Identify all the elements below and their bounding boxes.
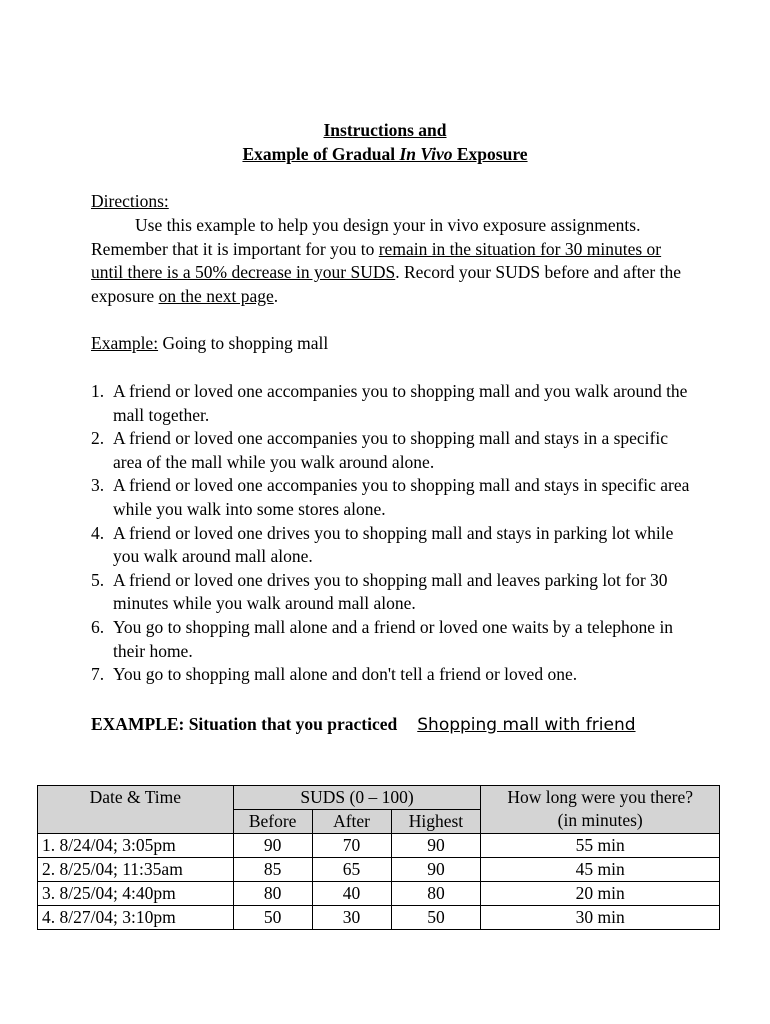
exposure-log-table bbox=[37, 785, 720, 930]
list-item bbox=[91, 522, 701, 569]
cell-duration: 55 min bbox=[481, 834, 720, 858]
cell-before: 50 bbox=[233, 906, 312, 930]
list-item-text: A friend or loved one accompanies you to shopping mall and you walk around the mall together. bbox=[113, 381, 688, 425]
table-row bbox=[38, 882, 720, 906]
cell-duration: 45 min bbox=[481, 858, 720, 882]
title-line-1-text: Instructions and bbox=[323, 120, 447, 140]
title-line-2 bbox=[0, 143, 770, 167]
cell-duration: 30 min bbox=[481, 906, 720, 930]
list-item-text: You go to shopping mall alone and don't tell a friend or loved one. bbox=[113, 664, 578, 685]
practiced-label: EXAMPLE: Situation that you practiced bbox=[91, 714, 398, 734]
table-header-row bbox=[38, 786, 720, 810]
list-item bbox=[91, 474, 701, 521]
list-item-number: 5. bbox=[91, 569, 105, 590]
cell-date: 2. 8/25/04; 11:35am bbox=[38, 858, 234, 882]
cell-date: 3. 8/25/04; 4:40pm bbox=[38, 882, 234, 906]
cell-after: 70 bbox=[312, 834, 391, 858]
directions-label-text: Directions: bbox=[91, 191, 169, 211]
directions-label bbox=[91, 190, 691, 214]
list-item-text: A friend or loved one drives you to shopping mall and stays in parking lot while you walk around mall alone. bbox=[113, 522, 674, 567]
header-after: After bbox=[312, 810, 391, 834]
list-item-number: 6. bbox=[91, 616, 105, 637]
list-item bbox=[91, 616, 701, 663]
cell-date: 1. 8/24/04; 3:05pm bbox=[38, 834, 234, 858]
list-item-number: 2. bbox=[91, 428, 105, 449]
list-item bbox=[91, 427, 701, 474]
cell-before: 80 bbox=[233, 882, 312, 906]
list-item-text: A friend or loved one accompanies you to shopping mall and stays in a specific area of the mall while you walk around alone. bbox=[113, 428, 669, 472]
title-line-1 bbox=[0, 119, 770, 143]
list-item-number: 3. bbox=[91, 475, 105, 496]
cell-highest: 90 bbox=[391, 858, 481, 882]
list-item-text: You go to shopping mall alone and a friend or loved one waits by a telephone in their home. bbox=[113, 616, 674, 661]
example-text: Going to shopping mall bbox=[158, 333, 329, 353]
example-label: Example: bbox=[91, 333, 159, 353]
list-item bbox=[91, 663, 701, 687]
directions-paragraph bbox=[91, 214, 691, 308]
exposure-steps-list bbox=[91, 380, 701, 687]
cell-after: 65 bbox=[312, 858, 391, 882]
cell-after: 40 bbox=[312, 882, 391, 906]
header-duration bbox=[481, 786, 720, 834]
header-date-time: Date & Time bbox=[38, 786, 234, 834]
cell-duration: 20 min bbox=[481, 882, 720, 906]
practiced-situation bbox=[91, 713, 731, 738]
table-row bbox=[38, 834, 720, 858]
cell-date: 4. 8/27/04; 3:10pm bbox=[38, 906, 234, 930]
cell-highest: 80 bbox=[391, 882, 481, 906]
title-italic: In Vivo bbox=[399, 144, 453, 164]
cell-highest: 90 bbox=[391, 834, 481, 858]
directions-text-1: Use this example to help you design your in vivo exposure assignments. Remember that it is important for you to bbox=[91, 215, 641, 259]
practiced-answer: Shopping mall with friend bbox=[417, 715, 636, 735]
cell-before: 90 bbox=[233, 834, 312, 858]
title-prefix: Example of Gradual bbox=[242, 144, 400, 164]
cell-after: 30 bbox=[312, 906, 391, 930]
table-row bbox=[38, 906, 720, 930]
header-highest: Highest bbox=[391, 810, 481, 834]
title-line-2-text bbox=[242, 144, 527, 164]
directions-emphasis-2: on the next page bbox=[158, 285, 274, 306]
header-duration-line-2: (in minutes) bbox=[557, 810, 643, 830]
list-item-number: 7. bbox=[91, 664, 105, 685]
header-duration-line-1: How long were you there? bbox=[507, 787, 694, 807]
directions-text-2: . Record your SUDS before and after the exposure bbox=[91, 262, 681, 306]
table-row bbox=[38, 858, 720, 882]
directions-text-3: . bbox=[273, 285, 279, 306]
example-line bbox=[91, 332, 691, 356]
list-item-number: 4. bbox=[91, 522, 105, 543]
title-suffix: Exposure bbox=[452, 144, 528, 164]
list-item-number: 1. bbox=[91, 381, 105, 401]
list-item bbox=[91, 569, 701, 616]
directions-emphasis-1: remain in the situation for 30 minutes or until there is a 50% decrease in your SUDS bbox=[91, 238, 662, 283]
header-before: Before bbox=[233, 810, 312, 834]
cell-before: 85 bbox=[233, 858, 312, 882]
list-item bbox=[91, 380, 701, 427]
cell-highest: 50 bbox=[391, 906, 481, 930]
header-suds: SUDS (0 – 100) bbox=[233, 786, 481, 810]
list-item-text: A friend or loved one accompanies you to shopping mall and stays in specific area while you walk into some stores alone. bbox=[113, 475, 690, 519]
list-item-text: A friend or loved one drives you to shopping mall and leaves parking lot for 30 minutes while you walk around mall alone. bbox=[113, 569, 668, 614]
